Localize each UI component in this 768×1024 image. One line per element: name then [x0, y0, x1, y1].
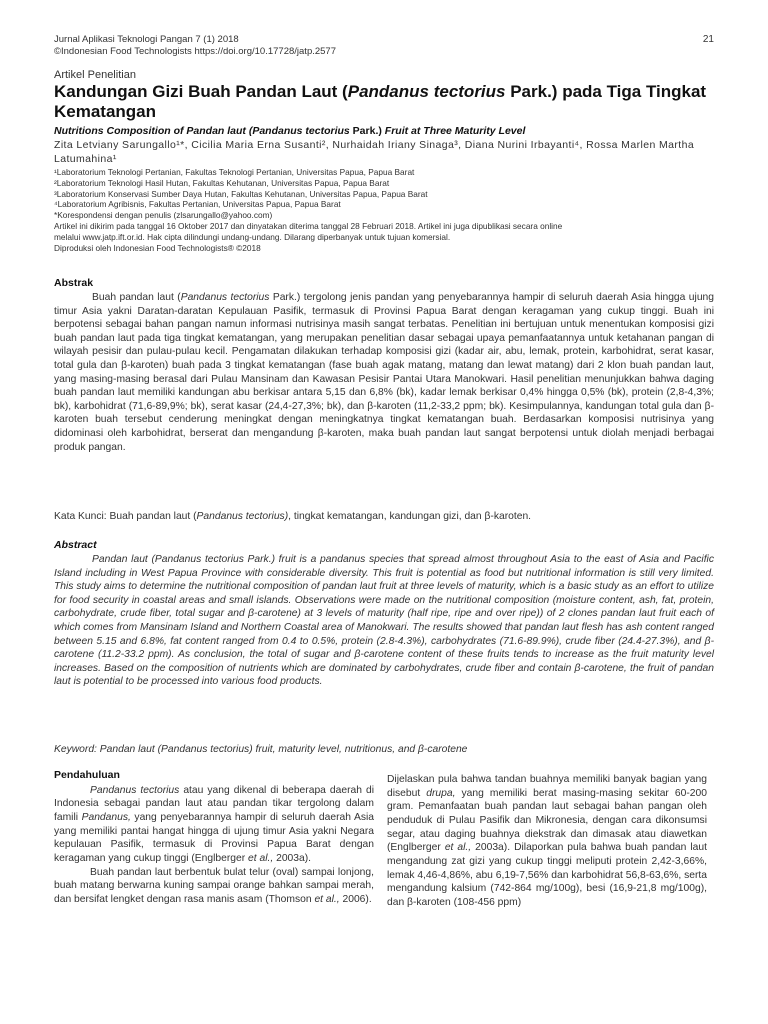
right-column	[387, 773, 707, 910]
affiliations	[54, 167, 714, 253]
kata-kunci-text: , tingkat kematangan, kandungan gizi, dan β-karoten.	[288, 511, 532, 522]
article-page	[54, 0, 714, 1024]
intro-paragraph-3	[387, 773, 707, 910]
abstrak-text: Buah pandan laut (	[92, 292, 181, 303]
english-title-part-1: Nutritions Composition of Pandan laut (Pandanus tectorius	[54, 125, 350, 137]
intro-etal: et al.,	[248, 852, 274, 864]
correspondence-line[interactable]: *Korespondensi dengan penulis (zlsarungallo@yahoo.com)	[54, 210, 273, 221]
intro-paragraph-2	[54, 866, 374, 907]
intro-text: Buah pandan laut berbentuk bulat telur (oval) sampai lonjong, buah matang berwarna kuning sampai orange bahkan sampai merah, dan bersifat lengket dengan rasa manis asam (Thomson	[54, 866, 374, 905]
journal-line: Jurnal Aplikasi Teknologi Pangan 7 (1) 2018	[54, 34, 239, 45]
article-type: Artikel Penelitian	[54, 69, 136, 81]
abstrak-heading: Abstrak	[54, 277, 94, 289]
page-number: 21	[702, 34, 714, 45]
affiliation-line: ¹Laboratorium Teknologi Pertanian, Fakultas Teknologi Pertanian, Universitas Papua, Papua Barat	[54, 167, 415, 177]
article-title	[54, 82, 714, 122]
english-title-part-3: Fruit at Three Maturity Level	[384, 125, 526, 137]
keyword-line: Keyword: Pandan laut (Pandanus tectorius) fruit, maturity level, nutritionus, and β-carotene	[54, 744, 468, 755]
kata-kunci-text: Kata Kunci: Buah pandan laut (	[54, 511, 197, 522]
abstrak-species: Pandanus tectorius	[180, 292, 270, 303]
running-header	[54, 34, 714, 58]
pendahuluan-heading: Pendahuluan	[54, 769, 120, 781]
english-title	[54, 125, 714, 137]
intro-text: 2003a).	[273, 852, 312, 864]
abstract-body	[54, 553, 714, 689]
left-column	[54, 769, 374, 907]
intro-species: Pandanus tectorius	[90, 784, 180, 796]
intro-text: 2003a). Dilaporkan pula bahwa buah pandan laut mengandung zat gizi yang cukup tinggi meliputi protein 2,42-3,66%, lemak 4,46-4,86%, abu 6,19-7,56% dan karbohidrat 56,8-63,6%, serta mengandung kalsium (742-864 mg/100g), besi (16,9-21,8 mg/100g), dan β-karoten (108-456 ppm)	[387, 842, 707, 908]
title-part-1: Kandungan Gizi Buah Pandan Laut (	[54, 82, 348, 101]
intro-genus: Pandanus,	[81, 811, 131, 823]
intro-etal: et al.,	[314, 893, 340, 905]
intro-paragraph-1	[54, 784, 374, 866]
doi-line[interactable]: ©Indonesian Food Technologists https://doi.org/10.17728/jatp.2577	[54, 46, 336, 57]
intro-text: yang memiliki berat masing-masing sekitar 60-200 gram. Pemanfaatan buah pandan laut sebagai bahan pangan oleh penduduk di Pulau Pasifik dan Mikronesia, dengan cara dikonsumsi segar, atau daging buahnya diekstrak dan dimasak atau diawetkan (Englberger	[387, 787, 707, 854]
intro-etal: et al.,	[444, 842, 472, 854]
intro-drupa: drupa,	[426, 787, 456, 799]
submission-note[interactable]: melalui www.jatp.ift.or.id. Hak cipta dilindungi undang-undang. Dilarang diperbanyak untuk tujuan komersial.	[54, 231, 451, 242]
intro-text: 2006).	[339, 893, 372, 905]
affiliation-line: ²Laboratorium Teknologi Hasil Hutan, Fakultas Kehutanan, Universitas Papua, Papua Barat	[54, 177, 390, 188]
affiliation-line: ⁴Laboratorium Agribisnis, Fakultas Pertanian, Universitas Papua, Papua Barat	[54, 199, 341, 210]
kata-kunci-species: Pandanus tectorius)	[196, 511, 289, 522]
abstract-text: Pandan laut (Pandanus tectorius Park.) fruit is a pandanus species that spread almost throughout Asia to the east of Asia and Pacific Island including in West Papua Province with considerable diversity. This fruit is potential as food but nutritional information is still very limited. This study aims to determine the nutritional composition of pandan laut fruit at three levels of maturity, which is a basic study as an effort to utilize for food security in coastal areas and small islands. Observations were made on the nutritional composition (moisture content, ash, fat, protein, carbohydrate, crude fiber, total sugar and β-carotene) at 3 levels of maturity (half ripe, ripe and over ripe)) of 2 clones pandan laut fruit each of which comes from Mansinam Island and Northern Coastal area of Manokwari. The results showed that pandan laut flesh has ash content ranged between 5.15 and 6.8%, fat content ranged from 0.4 to 0.5%, protein (2.8-4.3%), carbohydrates (71.6-89.9%), crude fiber (24.4-27.3%), and β-carotene (11.2-33.2 ppm). As conclusion, the total of sugar and β-carotene content of these fruits tends to increase as the fruit maturity level increases. Based on the composition of nutrients which are dominated by carbohydrates, crude fiber and contain β-carotene, the fruit of pandan laut is potential to be processed into various food products.	[54, 554, 714, 688]
affiliation-line: ³Laboratorium Konservasi Sumber Daya Hutan, Fakultas Kehutanan, Universitas Papua, Papua Barat	[54, 188, 428, 199]
kata-kunci	[54, 511, 714, 522]
intro-text: Dijelaskan pula bahwa tandan buahnya memiliki banyak bagian yang disebut	[387, 774, 707, 799]
abstract-heading: Abstract	[54, 539, 97, 551]
english-title-part-2: Park.)	[349, 125, 385, 137]
intro-text: atau yang dikenal di beberapa daerah di Indonesia sebagai pandan laut atau pandan tikar tergolong dalam famili	[54, 784, 374, 823]
author-list: Zita Letviany Sarungallo¹*, Cicilia Maria Erna Susanti², Nurhaidah Iriany Sinaga³, Diana Nurini Irbayanti⁴, Rossa Marlen Martha Latumahina¹	[54, 139, 695, 165]
intro-text: yang penyebarannya hampir di seluruh daerah Asia yang memiliki pantai hangat hingga di ujung timur Asia yakni Negara kepulauan Pasifik, termasuk di Provinsi Papua Barat dengan keragaman yang cukup tinggi (Englberger	[54, 811, 374, 864]
publisher-note: Diproduksi oleh Indonesian Food Technologists® ©2018	[54, 242, 261, 253]
submission-note: Artikel ini dikirim pada tanggal 16 Oktober 2017 dan dinyatakan diterima tanggal 28 Februari 2018. Artikel ini juga dipublikasi secara online	[54, 220, 563, 231]
abstrak-body	[54, 291, 714, 454]
abstrak-text: Park.) tergolong jenis pandan yang penyebarannya hampir di seluruh daerah Asia hingga ujung timur Asia yakni Daratan-daratan Kepulauan Pasifik, termasuk di Provinsi Papua Barat dengan keragaman yang cukup tinggi. Buah ini berpotensi sebagai bahan pangan namun informasi nutrisinya masih sangat terbatas. Penelitian ini bertujuan untuk menentukan komposisi gizi buah pandan laut pada tiga tingkat kematangan, yang merupakan penelitian dasar sebagai upaya pemanfaatannya untuk ketahanan pangan di wilayah pesisir dan pulau-pulau kecil. Pengamatan dilakukan terhadap komposisi gizi (kadar air, abu, lemak, protein, karbohidrat, serat kasar, total gula dan β-karoten) buah pada 3 tingkat kematangan (fase buah agak matang, matang dan lewat matang) dari 2 klon buah pandan laut, yang masing-masing berasal dari Pulau Mansinam dan Kawasan Pesisir Pantai Utara Manokwari. Hasil penelitian menunjukkan bahwa daging buah pandan laut memiliki kandungan abu berkisar antara 5,15 dan 6,8% (bk), kadar lemak berkisar 0,4% hingga 0,5% (bk), protein (2,8-4,3%; bk), karbohidrat (71,6-89,9%; bk), serat kasar (24,4-27,3%; bk), dan β-karoten (11,2-33,2 ppm; bk). Kesimpulannya, kandungan total gula dan β-karoten buah tersebut cenderung meningkat dengan meningkatnya tingkat kematangan buah. Berdasarkan komposisi nutrisinya yang didominasi oleh karbohidrat, berserat dan mengandung β-karoten, maka buah pandan laut sangat berpotensi untuk diolah menjadi berbagai produk pangan.	[54, 292, 714, 453]
title-species: Pandanus tectorius	[347, 82, 506, 101]
title-part-2: Park.) pada Tiga Tingkat Kematangan	[54, 82, 707, 121]
